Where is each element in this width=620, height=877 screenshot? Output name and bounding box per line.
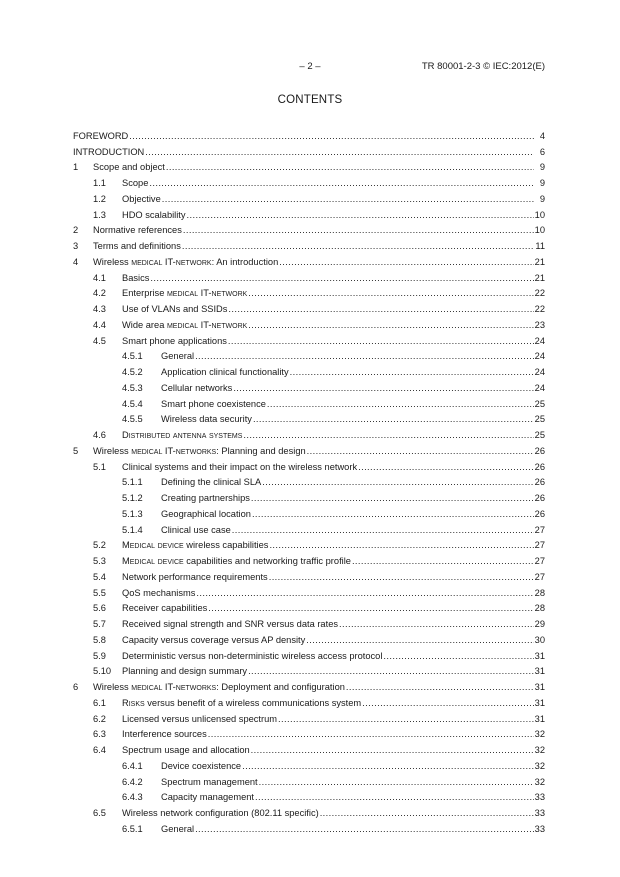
toc-entry[interactable] [73, 662, 545, 678]
toc-entry-page: 4 [539, 130, 545, 141]
toc-entry-title-part: Licensed versus unlicensed spectrum [122, 713, 278, 724]
toc-entry-title-part: Received signal strength and SNR versus data rates [122, 619, 339, 629]
toc-entry[interactable] [73, 441, 545, 457]
toc-entry-number: 6.3 [93, 729, 106, 740]
toc-entry-title-part: Scope [122, 178, 149, 188]
toc-entry[interactable] [73, 142, 545, 158]
toc-entry[interactable] [73, 158, 545, 174]
toc-entry-number: 4.5.3 [122, 382, 143, 393]
toc-dot-leader [182, 240, 534, 252]
toc-entry-title-part: QoS mechanisms [122, 587, 196, 598]
toc-entry-title-part: Wireless network configuration (802.11 specific) [122, 808, 319, 818]
toc-entry-title [122, 177, 148, 189]
toc-entry-page: 24 [534, 351, 545, 362]
toc-entry-number: 6.4 [93, 745, 106, 755]
toc-entry-page: 33 [534, 792, 545, 803]
toc-entry-title [122, 587, 195, 599]
toc-entry-number: 5.1.1 [122, 477, 143, 488]
toc-entry-title [93, 256, 278, 268]
toc-dot-leader [251, 492, 534, 504]
toc-entry-number: 5 [73, 445, 79, 456]
toc-entry[interactable] [73, 504, 545, 520]
toc-entry[interactable] [73, 268, 545, 284]
page-number: – 2 – [299, 61, 321, 72]
toc-entry[interactable] [73, 394, 545, 410]
toc-entry-title-part: : Deployment and configuration [216, 682, 345, 692]
toc-entry-number: 1.2 [93, 193, 106, 204]
toc-entry-title [122, 697, 361, 709]
toc-entry-title-part: Wireless [93, 445, 132, 456]
toc-entry-title [161, 791, 254, 803]
toc-entry-title-part: : An introduction [211, 256, 279, 267]
toc-entry[interactable] [73, 599, 545, 615]
toc-entry-page: 24 [534, 382, 545, 393]
toc-entry-number: 5.9 [93, 650, 106, 661]
toc-entry-number: 4.3 [93, 304, 106, 314]
toc-entry-page: 9 [539, 193, 545, 204]
toc-entry-title-part: medical IT-network [131, 256, 212, 267]
toc-entry-title [122, 461, 357, 473]
toc-entry[interactable] [73, 425, 545, 441]
toc-entry-page: 27 [534, 571, 545, 582]
toc-entry-title [73, 146, 144, 158]
toc-entry-title [161, 760, 241, 772]
toc-entry[interactable] [73, 299, 545, 315]
toc-entry-page: 31 [534, 682, 545, 692]
toc-dot-leader [383, 650, 533, 662]
toc-entry[interactable] [73, 362, 545, 378]
toc-entry[interactable] [73, 457, 545, 473]
toc-entry-number: 5.1 [93, 461, 106, 472]
toc-dot-leader [228, 303, 533, 315]
toc-entry[interactable] [73, 410, 545, 426]
toc-entry-title-part: Device coexistence [161, 760, 242, 771]
toc-dot-leader [352, 555, 534, 567]
toc-entry[interactable] [73, 252, 545, 268]
toc-entry-number: 6.5.1 [122, 823, 143, 834]
toc-dot-leader [195, 823, 534, 835]
toc-entry-title-part: Distributed antenna systems [122, 430, 243, 440]
toc-dot-leader [290, 366, 534, 378]
toc-dot-leader [183, 224, 534, 236]
toc-dot-leader [267, 398, 534, 410]
toc-entry[interactable] [73, 788, 545, 804]
toc-dot-leader [269, 571, 534, 583]
toc-entry-title-part: Smart phone coexistence [161, 398, 266, 409]
toc-dot-leader [320, 807, 534, 819]
toc-entry[interactable] [73, 567, 545, 583]
toc-entry-page: 26 [534, 493, 545, 503]
toc-entry-title-part: Medical device [122, 540, 184, 551]
toc-entry-number: 6 [73, 682, 79, 692]
toc-dot-leader [346, 681, 534, 693]
toc-entry-title-part: Normative references [93, 225, 182, 236]
toc-entry-number: 6.2 [93, 713, 106, 724]
toc-entry-title-part: Risks [122, 697, 145, 708]
toc-entry-title [161, 823, 194, 835]
toc-entry-title [122, 744, 250, 756]
toc-entry-title [122, 209, 186, 221]
toc-entry-title-part: HDO scalability [122, 209, 186, 220]
toc-entry[interactable] [73, 205, 545, 221]
toc-entry-title-part: Clinical use case [161, 524, 231, 535]
toc-entry[interactable] [73, 630, 545, 646]
toc-entry-number: 1.1 [93, 178, 106, 188]
toc-entry[interactable] [73, 536, 545, 552]
toc-entry-number: 4.5.2 [122, 367, 143, 377]
toc-dot-leader [259, 776, 534, 788]
toc-entry-title-part: Interference sources [122, 729, 207, 740]
toc-entry-number: 4.1 [93, 272, 106, 283]
toc-dot-leader [195, 350, 534, 362]
toc-entry[interactable] [73, 473, 545, 489]
toc-entry-title-part: wireless capabilities [183, 540, 269, 551]
document-reference: TR 80001-2-3 © IEC:2012(E) [421, 61, 545, 72]
toc-entry-title-part: Smart phone applications [122, 335, 227, 346]
toc-entry-title [122, 571, 268, 583]
toc-entry-title [122, 665, 247, 677]
toc-entry-page: 27 [534, 524, 545, 535]
toc-entry-number: 4.2 [93, 288, 106, 299]
toc-dot-leader [248, 287, 533, 299]
toc-entry-number: 5.5 [93, 587, 106, 598]
toc-entry[interactable] [73, 236, 545, 252]
toc-entry-page: 26 [534, 508, 545, 519]
toc-dot-leader [269, 539, 533, 551]
toc-entry-number: 2 [73, 225, 79, 236]
toc-entry-page: 25 [534, 430, 545, 440]
toc-entry-title [122, 618, 338, 630]
toc-entry-title-part: Application clinical functionality [161, 367, 289, 377]
toc-entry-page: 31 [534, 713, 545, 724]
toc-dot-leader [339, 618, 534, 630]
toc-entry-page: 26 [534, 445, 545, 456]
toc-entry-page: 31 [534, 650, 545, 661]
toc-entry[interactable] [73, 378, 545, 394]
toc-entry[interactable] [73, 126, 545, 142]
toc-entry-title [122, 807, 319, 819]
toc-entry-number: 5.8 [93, 634, 106, 645]
toc-entry-title-part: General [161, 351, 195, 362]
toc-entry[interactable] [73, 520, 545, 536]
toc-entry-page: 32 [534, 760, 545, 771]
toc-entry-page: 29 [534, 619, 545, 629]
toc-entry-page: 32 [534, 729, 545, 740]
toc-entry-title-part: Creating partnerships [161, 493, 250, 503]
toc-entry-title-part: FOREWORD [73, 130, 129, 141]
toc-entry-title-part: Capacity management [161, 792, 255, 803]
toc-entry-title [161, 350, 194, 362]
toc-dot-leader [145, 146, 534, 158]
toc-entry-title [122, 303, 227, 315]
toc-entry-title [122, 272, 149, 284]
toc-entry-title [122, 335, 227, 347]
toc-entry-number: 5.6 [93, 603, 106, 614]
toc-dot-leader [242, 760, 534, 772]
toc-dot-leader [358, 461, 534, 473]
toc-entry-title [161, 382, 232, 394]
toc-dot-leader [129, 130, 534, 142]
toc-entry-page: 24 [534, 335, 545, 346]
toc-dot-leader [150, 272, 533, 284]
toc-entry-number: 4.5.1 [122, 351, 143, 362]
toc-entry-title [122, 287, 247, 299]
toc-entry-page: 28 [534, 603, 545, 614]
toc-entry-title [122, 429, 242, 441]
toc-dot-leader [253, 413, 534, 425]
toc-entry-title [122, 634, 305, 646]
toc-entry-title [161, 508, 251, 520]
toc-dot-leader [243, 429, 533, 441]
toc-entry-title [93, 445, 306, 457]
toc-entry-page: 27 [534, 556, 545, 566]
table-of-contents [73, 126, 545, 835]
toc-entry-title-part: Wireless [93, 256, 132, 267]
toc-entry-title-part: capabilities and networking traffic profile [183, 556, 351, 566]
toc-entry[interactable] [73, 677, 545, 693]
toc-entry-number: 6.4.1 [122, 760, 143, 771]
toc-entry[interactable] [73, 583, 545, 599]
toc-entry[interactable] [73, 693, 545, 709]
toc-entry-title [161, 524, 231, 536]
toc-entry-title-part: Planning and design summary [122, 666, 248, 677]
toc-entry-title [161, 366, 289, 378]
toc-entry-title-part: Cellular networks [161, 382, 233, 393]
toc-entry-title [161, 398, 266, 410]
toc-entry-title [122, 319, 247, 331]
toc-entry-title-part: Defining the clinical SLA [161, 477, 262, 488]
toc-entry-title [161, 492, 250, 504]
toc-entry-title [93, 681, 345, 693]
toc-entry-page: 27 [534, 540, 545, 551]
toc-entry-number: 6.1 [93, 697, 106, 708]
toc-entry-page: 21 [534, 272, 545, 283]
toc-entry-number: 1 [73, 162, 79, 173]
toc-entry[interactable] [73, 551, 545, 567]
toc-entry-title-part: Terms and definitions [93, 241, 181, 251]
toc-dot-leader [208, 728, 534, 740]
toc-entry-number: 5.2 [93, 540, 106, 551]
toc-dot-leader [278, 713, 534, 725]
toc-dot-leader [248, 319, 533, 331]
toc-entry[interactable] [73, 709, 545, 725]
toc-entry-number: 6.4.2 [122, 776, 143, 787]
toc-entry-title-part: medical IT-networks [131, 682, 217, 692]
toc-entry-title [122, 650, 382, 662]
toc-entry-title [73, 130, 128, 142]
toc-entry-page: 9 [539, 162, 545, 173]
toc-entry-number: 5.3 [93, 556, 106, 566]
toc-entry-title-part: medical IT-networks [131, 445, 217, 456]
toc-entry-page: 33 [534, 808, 545, 818]
toc-dot-leader [228, 335, 534, 347]
toc-dot-leader [187, 209, 534, 221]
toc-dot-leader [251, 744, 534, 756]
toc-dot-leader [162, 193, 534, 205]
toc-entry[interactable] [73, 740, 545, 756]
toc-entry-number: 4.5.4 [122, 398, 143, 409]
toc-entry-number: 5.1.2 [122, 493, 143, 503]
toc-dot-leader [279, 256, 533, 268]
toc-entry-title-part: Enterprise [122, 288, 167, 299]
toc-entry-title-part: General [161, 823, 195, 834]
toc-entry-number: 5.10 [93, 666, 112, 677]
toc-entry-number: 4 [73, 256, 79, 267]
toc-entry-title-part: Capacity versus coverage versus AP density [122, 634, 306, 645]
toc-entry-page: 22 [534, 288, 545, 299]
toc-entry-title [93, 224, 182, 236]
toc-entry-title-part: Receiver capabilities [122, 603, 208, 614]
toc-entry-title-part: Basics [122, 272, 150, 283]
toc-entry[interactable] [73, 819, 545, 835]
toc-dot-leader [306, 634, 533, 646]
toc-entry-title-part: versus benefit of a wireless communications system [144, 697, 362, 708]
toc-entry-title [122, 602, 207, 614]
toc-entry-title [122, 555, 351, 567]
toc-entry-title-part: Scope and object [93, 162, 165, 173]
page-title: CONTENTS [277, 94, 343, 106]
toc-entry-title-part: Network performance requirements [122, 571, 268, 582]
toc-entry-page: 21 [534, 256, 545, 267]
toc-entry-title [93, 161, 165, 173]
toc-entry-title-part: medical IT-network [166, 288, 248, 299]
toc-entry[interactable] [73, 725, 545, 741]
toc-entry-number: 5.4 [93, 571, 106, 582]
toc-entry-number: 4.4 [93, 319, 106, 330]
toc-dot-leader [252, 508, 534, 520]
toc-entry[interactable] [73, 189, 545, 205]
toc-entry[interactable] [73, 646, 545, 662]
toc-entry-number: 5.7 [93, 619, 106, 629]
toc-entry-title-part: INTRODUCTION [73, 146, 145, 157]
toc-dot-leader [149, 177, 534, 189]
toc-dot-leader [362, 697, 533, 709]
toc-entry-title-part: Use of VLANs and SSIDs [122, 304, 228, 314]
toc-entry-number: 6.5 [93, 808, 106, 818]
toc-entry-number: 5.1.3 [122, 508, 143, 519]
toc-entry-number: 1.3 [93, 209, 106, 220]
toc-entry[interactable] [73, 756, 545, 772]
toc-dot-leader [196, 587, 533, 599]
toc-entry-number: 4.5.5 [122, 414, 143, 425]
toc-entry-page: 25 [534, 414, 545, 425]
toc-dot-leader [233, 382, 533, 394]
toc-entry-page: 24 [534, 367, 545, 377]
toc-dot-leader [232, 524, 534, 536]
toc-entry-title-part: Wireless [93, 682, 132, 692]
toc-entry[interactable] [73, 284, 545, 300]
toc-dot-leader [307, 445, 534, 457]
toc-entry-page: 10 [534, 225, 545, 236]
toc-entry-page: 9 [539, 178, 545, 188]
toc-entry-page: 32 [534, 776, 545, 787]
toc-entry-title-part: Deterministic versus non-deterministic wireless access protocol [122, 650, 383, 661]
toc-entry-title [161, 776, 258, 788]
toc-entry-title [122, 713, 277, 725]
toc-dot-leader [255, 791, 534, 803]
toc-entry-title-part: Geographical location [161, 508, 251, 519]
toc-entry-title-part: Wireless data security [161, 414, 252, 425]
toc-entry-title-part: : Planning and design [216, 445, 306, 456]
toc-entry[interactable] [73, 803, 545, 819]
toc-entry-title-part: Clinical systems and their impact on the wireless network [122, 461, 358, 472]
toc-entry-page: 10 [534, 209, 545, 220]
toc-entry-title [122, 193, 161, 205]
toc-dot-leader [208, 602, 533, 614]
toc-entry[interactable] [73, 488, 545, 504]
toc-entry-page: 28 [534, 587, 545, 598]
toc-entry-page: 23 [534, 319, 545, 330]
toc-entry[interactable] [73, 331, 545, 347]
toc-entry-number: 5.1.4 [122, 524, 143, 535]
toc-entry-title [161, 476, 261, 488]
toc-entry-title [122, 728, 207, 740]
toc-entry-number: 3 [73, 241, 79, 251]
toc-dot-leader [166, 161, 534, 173]
toc-entry-page: 26 [534, 461, 545, 472]
toc-entry-title [93, 240, 181, 252]
toc-entry[interactable] [73, 173, 545, 189]
toc-entry-page: 30 [534, 634, 545, 645]
toc-entry[interactable] [73, 772, 545, 788]
toc-entry-title [161, 413, 252, 425]
toc-entry-title-part: Wide area [122, 319, 167, 330]
toc-entry-page: 32 [534, 745, 545, 755]
toc-entry-page: 22 [534, 304, 545, 314]
toc-entry-page: 6 [539, 146, 545, 157]
toc-entry-page: 31 [534, 697, 545, 708]
toc-entry[interactable] [73, 614, 545, 630]
toc-entry-title-part: Objective [122, 193, 161, 204]
toc-entry-number: 4.6 [93, 430, 106, 440]
toc-entry-title-part: Spectrum management [161, 776, 258, 787]
toc-entry-title-part: Spectrum usage and allocation [122, 745, 250, 755]
toc-entry-title-part: medical IT-network [166, 319, 248, 330]
toc-entry-number: 6.4.3 [122, 792, 143, 803]
toc-entry-page: 26 [534, 477, 545, 488]
toc-entry[interactable] [73, 221, 545, 237]
toc-entry[interactable] [73, 315, 545, 331]
toc-dot-leader [248, 665, 534, 677]
toc-entry-title-part: Medical device [122, 556, 184, 566]
toc-entry-page: 31 [534, 666, 545, 677]
toc-entry-number: 4.5 [93, 335, 106, 346]
toc-entry-page: 33 [534, 823, 545, 834]
toc-entry-title [122, 539, 268, 551]
toc-dot-leader [262, 476, 533, 488]
toc-entry-page: 11 [535, 241, 545, 251]
toc-entry-page: 25 [534, 398, 545, 409]
toc-entry[interactable] [73, 347, 545, 363]
